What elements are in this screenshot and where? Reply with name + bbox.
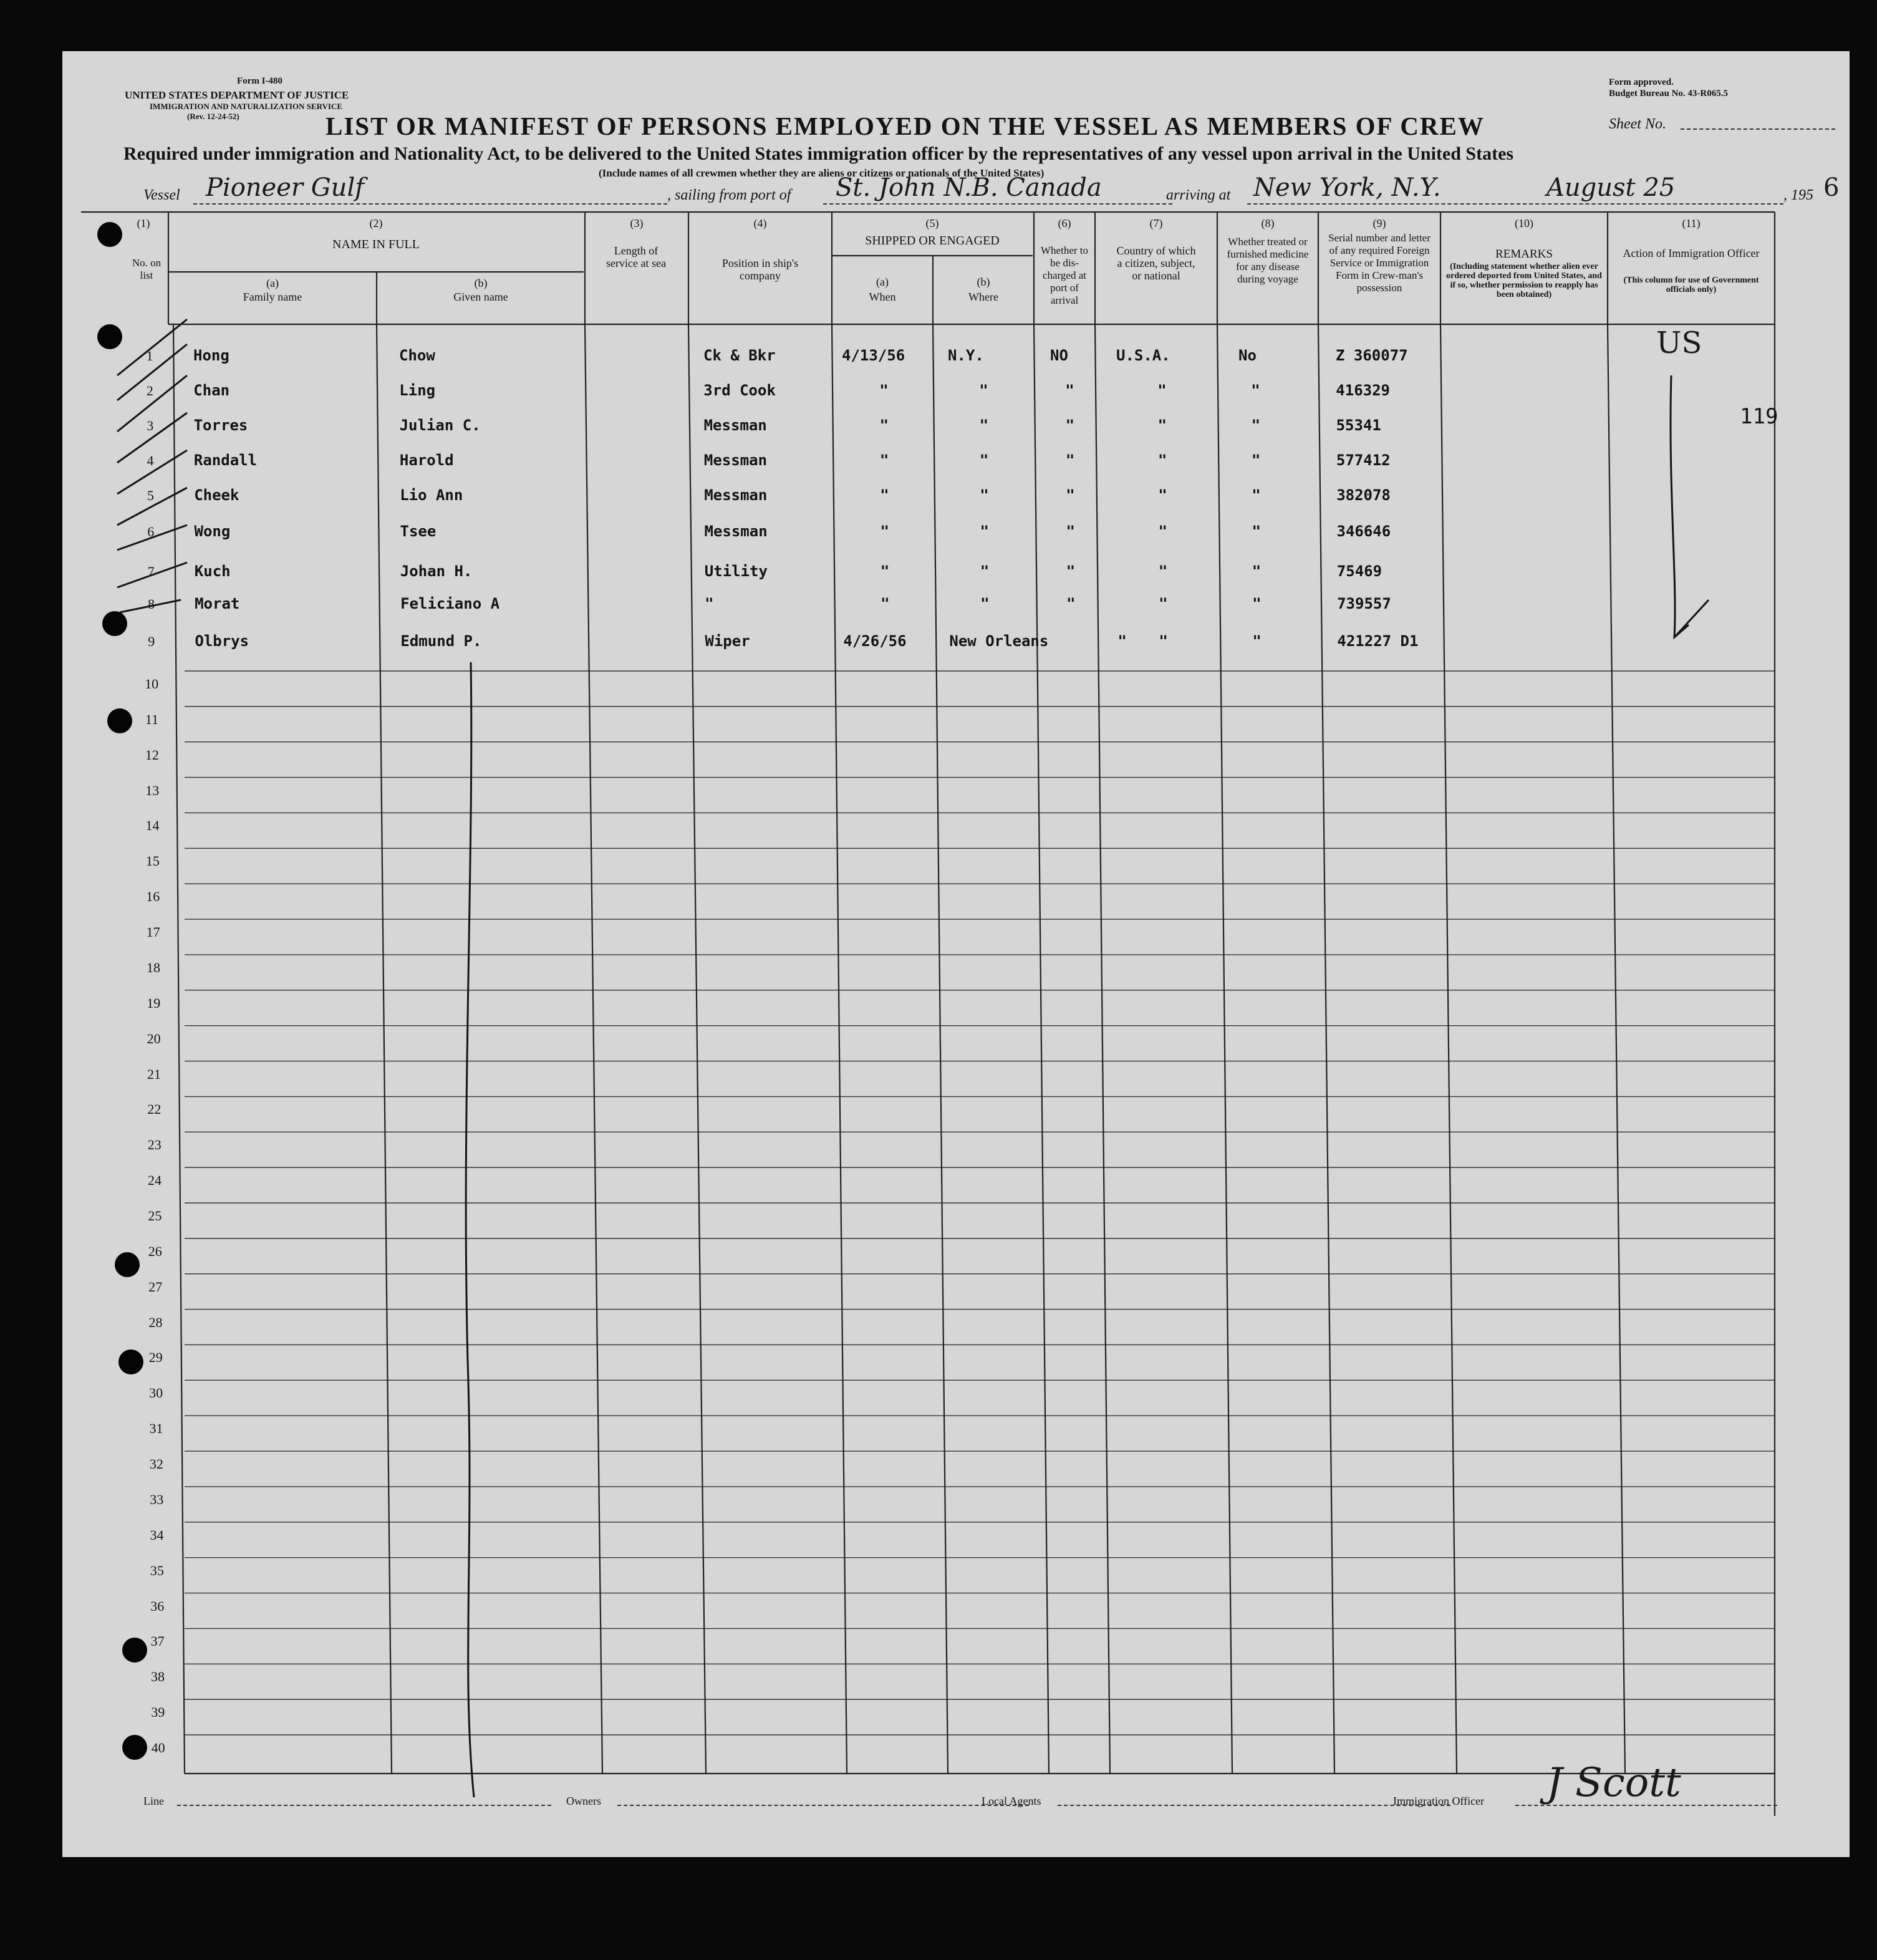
col5b-header: Where — [968, 291, 998, 303]
col2b-header: Given name — [453, 291, 508, 303]
col5-header: SHIPPED OR ENGAGED — [865, 234, 1000, 248]
officer-signature: J Scott — [1546, 1760, 1681, 1806]
discharged: NO — [1050, 347, 1068, 364]
row-number: 34 — [150, 1527, 164, 1543]
row-number: 21 — [147, 1066, 161, 1082]
given-name: Ling — [399, 382, 436, 399]
col10-number: (10) — [1515, 217, 1533, 229]
row-number: 19 — [147, 995, 161, 1011]
arrival-date: August 25 — [1546, 173, 1676, 202]
row-number: 15 — [145, 853, 160, 869]
col3-number: (3) — [630, 217, 644, 229]
col10-note: (Including statement whether alien ever ordered deported from United States, and if so, whether permission to reapply has been obtained) — [1446, 262, 1602, 299]
given-name: Johan H. — [400, 562, 473, 580]
row-number: 29 — [148, 1349, 163, 1366]
shipped-where: New Orleans — [949, 632, 1049, 650]
serial-number: 55341 — [1336, 417, 1381, 434]
col8-header: Whether treated or furnished medicine for any disease during voyage — [1227, 236, 1309, 285]
row-number: 20 — [147, 1030, 161, 1046]
medicine: " — [1252, 523, 1261, 540]
family-name: Cheek — [194, 486, 239, 504]
family-name: Olbrys — [195, 632, 249, 650]
row-number: 7 — [147, 564, 155, 579]
budget-bureau: Budget Bureau No. 43-R065.5 — [1609, 89, 1728, 99]
vessel-label: Vessel — [143, 187, 180, 203]
sailing-port: St. John N.B. Canada — [836, 173, 1102, 202]
shipped-when: " — [879, 451, 889, 469]
col2a-header: Family name — [243, 291, 302, 303]
row-number: 16 — [146, 889, 160, 905]
serial-number: 577412 — [1336, 451, 1391, 469]
row-number: 30 — [149, 1385, 163, 1401]
col9-number: (9) — [1373, 217, 1386, 229]
service: IMMIGRATION AND NATURALIZATION SERVICE — [150, 102, 343, 111]
country: U.S.A. — [1116, 347, 1170, 364]
serial-number: Z 360077 — [1336, 347, 1408, 364]
position: Wiper — [705, 632, 750, 650]
medicine: " — [1252, 486, 1261, 504]
col4-number: (4) — [753, 217, 767, 229]
medicine: " — [1251, 417, 1261, 434]
row-number: 24 — [148, 1172, 162, 1189]
binder-hole — [107, 708, 132, 733]
shipped-when: " — [880, 523, 889, 540]
country: " — [1159, 632, 1168, 650]
shipped-where: " — [980, 486, 989, 504]
shipped-when: " — [879, 382, 889, 399]
shipped-when: " — [879, 417, 889, 434]
shipped-where: " — [979, 382, 988, 399]
manifest-sheet — [62, 51, 1850, 1857]
footer-line-field — [177, 1805, 551, 1806]
position: 3rd Cook — [703, 382, 776, 399]
country: " — [1157, 382, 1167, 399]
country: " — [1158, 523, 1167, 540]
footer-immigration-officer-field — [1515, 1805, 1777, 1806]
shipped-when: " — [880, 562, 890, 580]
col2b-letter: (b) — [474, 277, 488, 289]
col5a-letter: (a) — [876, 276, 889, 288]
department: UNITED STATES DEPARTMENT OF JUSTICE — [125, 89, 349, 101]
col11-number: (11) — [1682, 217, 1701, 229]
shipped-where: " — [980, 523, 989, 540]
shipped-when: " — [880, 486, 889, 504]
include-note: (Include names of all crewmen whether they are aliens or citizens or nationals of the United States) — [599, 167, 1045, 179]
col9-header: Serial number and letter of any required Foreign Service or Immigration Form in Crew-man's possession — [1328, 232, 1431, 294]
given-name: Harold — [399, 451, 454, 469]
binder-hole — [118, 1349, 143, 1374]
binder-hole — [122, 1638, 147, 1663]
binder-hole — [102, 611, 127, 636]
discharged: " — [1065, 382, 1074, 399]
col7-number: (7) — [1149, 217, 1163, 229]
shipped-where: " — [980, 595, 990, 612]
row-number: 32 — [149, 1456, 163, 1472]
col5b-letter: (b) — [977, 276, 990, 288]
us-mark: US — [1656, 326, 1702, 360]
family-name: Wong — [194, 523, 231, 540]
row-number: 8 — [147, 596, 155, 612]
row-number: 26 — [148, 1243, 162, 1259]
col11-header: Action of Immigration Officer — [1623, 247, 1760, 259]
family-name: Randall — [193, 451, 258, 469]
row-number: 37 — [150, 1633, 165, 1649]
given-name: Tsee — [400, 523, 437, 540]
binder-hole — [115, 1252, 140, 1277]
footer-local-agents-field — [1058, 1805, 1450, 1806]
row-number: 36 — [150, 1598, 165, 1614]
col7-header: Country of which a citizen, subject, or national — [1116, 244, 1196, 282]
row-number: 22 — [147, 1101, 162, 1118]
col8-number: (8) — [1261, 217, 1275, 229]
row-number: 35 — [150, 1562, 164, 1578]
country: " — [1157, 417, 1167, 434]
position: Ck & Bkr — [703, 347, 776, 364]
row-number: 33 — [150, 1491, 164, 1507]
shipped-where: N.Y. — [948, 347, 984, 364]
row-number: 18 — [146, 959, 160, 975]
position: Messman — [704, 486, 768, 504]
row-number: 11 — [145, 711, 159, 727]
col11-note: (This column for use of Government officials only) — [1623, 276, 1759, 294]
row-number: 14 — [145, 818, 160, 834]
col1-number: (1) — [137, 217, 150, 229]
col4-header: Position in ship's company — [721, 257, 799, 282]
sailing-label: , sailing from port of — [667, 187, 791, 203]
given-name: Feliciano A — [400, 595, 500, 612]
shipped-where: " — [980, 562, 990, 580]
shipped-when: 4/26/56 — [843, 632, 907, 650]
row-number: 39 — [151, 1704, 165, 1721]
family-name: Hong — [193, 347, 229, 364]
position: Messman — [703, 451, 768, 469]
given-name: Julian C. — [399, 417, 481, 434]
medicine: No — [1238, 347, 1257, 364]
sheet-number-label: Sheet No. — [1609, 116, 1666, 132]
serial-number: 75469 — [1336, 562, 1382, 580]
serial-number: 416329 — [1336, 382, 1390, 399]
shipped-when: 4/13/56 — [842, 347, 905, 364]
given-name: Lio Ann — [400, 486, 463, 504]
year-label: , 195 — [1783, 187, 1813, 203]
row-number: 3 — [147, 418, 154, 433]
col2-number: (2) — [369, 217, 383, 229]
col6-number: (6) — [1058, 217, 1071, 229]
shipped-where: " — [979, 417, 989, 434]
shipped-when: " — [881, 595, 890, 612]
page-number: 119 — [1740, 404, 1778, 429]
col6-header: Whether to be dis-charged at port of arrival — [1041, 244, 1088, 306]
row-number: 27 — [148, 1278, 163, 1295]
discharged: " — [1065, 417, 1075, 434]
position: Messman — [704, 523, 768, 540]
form-approved: Form approved. — [1609, 77, 1674, 87]
shipped-where: " — [979, 451, 989, 469]
row-number: 31 — [149, 1421, 163, 1437]
col5-number: (5) — [925, 217, 939, 229]
row-number: 2 — [146, 383, 153, 398]
row-number: 25 — [148, 1208, 162, 1224]
position: " — [705, 595, 714, 612]
family-name: Kuch — [194, 562, 231, 580]
serial-number: 346646 — [1336, 523, 1391, 540]
row-number: 6 — [147, 524, 155, 539]
serial-number: 739557 — [1337, 595, 1391, 612]
year-digit: 6 — [1823, 173, 1840, 202]
footer-line-label: Line — [143, 1795, 164, 1807]
row-number: 23 — [147, 1137, 162, 1153]
medicine: " — [1251, 382, 1260, 399]
discharged: " — [1065, 451, 1075, 469]
row-number: 28 — [148, 1314, 163, 1330]
row-number: 13 — [145, 782, 160, 798]
row-number: 38 — [150, 1669, 165, 1685]
discharged: " — [1066, 523, 1075, 540]
form-number: Form I-480 — [237, 76, 282, 86]
row-number: 4 — [147, 453, 154, 468]
medicine: " — [1251, 451, 1261, 469]
discharged: " — [1066, 486, 1075, 504]
serial-number: 421227 D1 — [1337, 632, 1419, 650]
position: Messman — [703, 417, 767, 434]
row-number: 9 — [148, 634, 155, 649]
footer-local-agents-label: Local Agents — [982, 1795, 1041, 1807]
binder-hole — [97, 222, 122, 247]
family-name: Morat — [195, 595, 240, 612]
arriving-label: arriving at — [1166, 187, 1231, 203]
country: " — [1157, 451, 1167, 469]
discharged: " — [1066, 562, 1076, 580]
footer-owners-label: Owners — [566, 1795, 601, 1807]
col2a-letter: (a) — [266, 277, 279, 289]
row-number: 12 — [145, 746, 159, 763]
page-title: LIST OR MANIFEST OF PERSONS EMPLOYED ON THE VESSEL AS MEMBERS OF CREW — [326, 112, 1485, 140]
row-number: 17 — [146, 924, 160, 940]
medicine: " — [1252, 562, 1262, 580]
discharged: " — [1117, 632, 1127, 650]
discharged: " — [1066, 595, 1076, 612]
revision: (Rev. 12-24-52) — [187, 112, 239, 121]
footer-immigration-officer-label: Immigration Officer — [1393, 1795, 1485, 1807]
footer-owners-field — [617, 1805, 1029, 1806]
country: " — [1158, 486, 1167, 504]
serial-number: 382078 — [1336, 486, 1391, 504]
country: " — [1158, 562, 1168, 580]
col3-header: Length of service at sea — [606, 244, 666, 269]
country: " — [1159, 595, 1168, 612]
given-name: Chow — [399, 347, 435, 364]
family-name: Chan — [193, 382, 230, 399]
medicine: " — [1252, 595, 1262, 612]
medicine: " — [1252, 632, 1262, 650]
binder-hole — [97, 324, 122, 349]
col2-header: NAME IN FULL — [332, 238, 420, 251]
table-grid — [62, 51, 1850, 1857]
given-name: Edmund P. — [400, 632, 482, 650]
family-name: Torres — [193, 417, 248, 434]
row-number: 5 — [147, 488, 154, 503]
col10-header: REMARKS — [1495, 248, 1553, 261]
arriving-port: New York, N.Y. — [1253, 173, 1441, 202]
col1-header: No. on list — [132, 257, 162, 281]
vessel-name: Pioneer Gulf — [206, 173, 365, 202]
subtitle: Required under immigration and Nationality Act, to be delivered to the United States immigration officer by the representatives of any vessel upon arrival in the United States — [123, 143, 1514, 164]
row-number: 40 — [151, 1740, 165, 1755]
binder-hole — [122, 1735, 147, 1760]
position: Utility — [704, 562, 768, 580]
row-number: 1 — [146, 348, 153, 364]
col5a-header: When — [869, 291, 896, 303]
row-number: 10 — [145, 676, 159, 692]
